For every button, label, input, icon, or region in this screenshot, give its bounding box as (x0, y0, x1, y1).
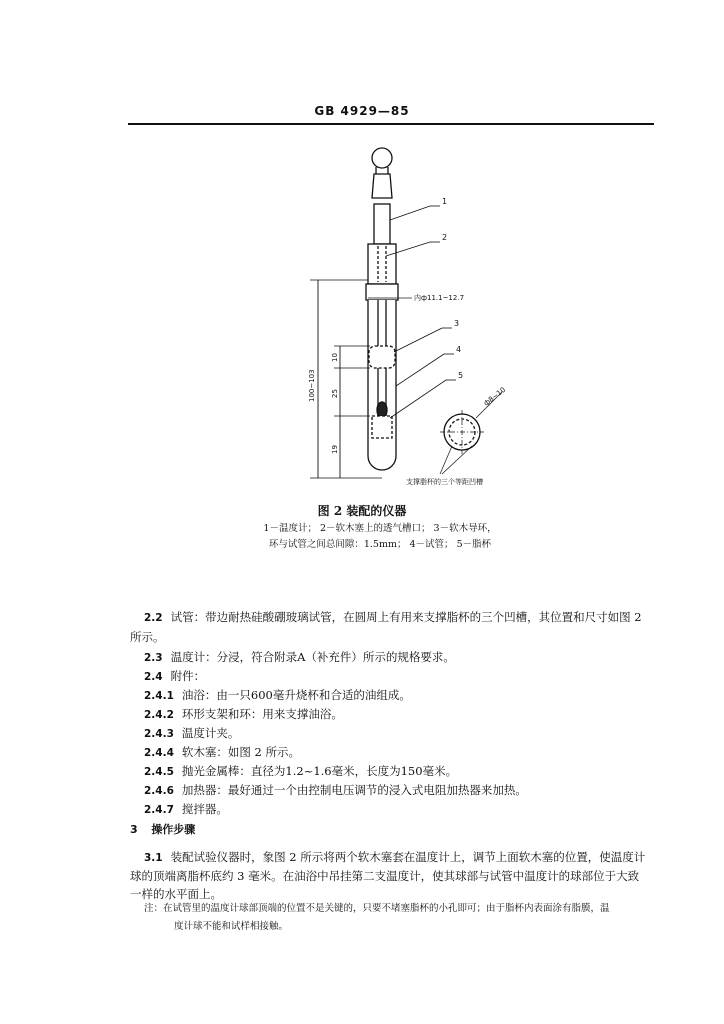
para-text: 搅拌器。 (181, 802, 228, 816)
section-title: 操作步骤 (151, 823, 196, 836)
para-line: 一样的水平面上。 (130, 887, 222, 901)
cork-guide-ring (369, 346, 395, 368)
para-cont: 所示。 (130, 630, 165, 644)
test-tube (368, 300, 396, 470)
figure-caption: 图 2 装配的仪器 (317, 504, 407, 518)
para-num: 2.4.6 (144, 785, 174, 797)
upper-cork (368, 244, 396, 284)
dim-25: 25 (331, 389, 339, 398)
para-num: 3.1 (144, 852, 163, 864)
dim-inner-diameter: 内ф11.1~12.7 (414, 294, 465, 302)
para-num: 2.4.2 (144, 709, 174, 721)
note-block (130, 900, 670, 936)
figure-legend-line1: 1－温度计； 2－软木塞上的透气槽口； 3－软木导环， (263, 523, 497, 534)
note-label: 注： (144, 903, 164, 914)
section-3-heading (130, 822, 670, 837)
para-text: 软木塞：如图 2 所示。 (181, 745, 301, 759)
para-num: 2.4.7 (144, 804, 174, 816)
label-1: 1 (442, 197, 448, 206)
para-num: 2.4.5 (144, 766, 174, 778)
para-num: 2.2 (144, 612, 163, 624)
thermometer-stem (374, 204, 390, 244)
page-header: GB 4929—85 (314, 104, 410, 118)
para-text: 试管：带边耐热硅酸硼玻璃试管，在圆周上有用来支撑脂杯的三个凹槽，其位置和尺寸如图 2 (170, 610, 642, 624)
para-text: 附件： (170, 669, 206, 683)
para-line: 球的顶端离脂杯底约 3 毫米。在油浴中吊挂第二支温度计，使其球部与试管中温度计的球部位于大致 (130, 869, 640, 883)
thermometer-top-bulb (372, 148, 392, 168)
dim-19: 19 (331, 445, 339, 454)
para-num: 2.4.4 (144, 747, 174, 759)
para-num: 2.4.1 (144, 690, 174, 702)
paragraph-2-2 (130, 610, 670, 645)
note-line: 度计球不能和试样相接触。 (174, 921, 289, 932)
para-text: 温度计：分浸，符合附录A（补充件）所示的规格要求。 (170, 650, 455, 664)
header-rule (128, 123, 654, 125)
label-5: 5 (458, 371, 464, 380)
note-line: 在试管里的温度计球部顶端的位置不是关键的，只要不堵塞脂杯的小孔即可；由于脂杯内表面涂有脂膜，温 (163, 903, 610, 914)
label-2: 2 (442, 233, 448, 242)
para-num: 2.4.3 (144, 728, 174, 740)
label-3: 3 (454, 319, 460, 328)
grease-cup (372, 416, 392, 438)
para-text: 加热器：最好通过一个由控制电压调节的浸入式电阻加热器来加热。 (181, 783, 527, 797)
label-4: 4 (456, 345, 462, 354)
tube-rim (366, 284, 398, 300)
para-text: 抛光金属棒：直径为1.2~1.6毫米，长度为150毫米。 (181, 764, 458, 778)
paragraph-3-1 (130, 850, 670, 902)
para-text: 温度计夹。 (181, 726, 240, 740)
dim-total-height: 100~103 (308, 369, 316, 402)
thermometer-expansion (372, 174, 392, 198)
para-text: 环形支架和环：用来支撑油浴。 (181, 707, 343, 721)
para-num: 2.3 (144, 652, 163, 664)
dim-10: 10 (331, 353, 339, 362)
para-text: 油浴：由一只600毫升烧杯和合适的油组成。 (181, 688, 411, 702)
apparatus-figure (290, 140, 550, 500)
para-num: 2.4 (144, 671, 163, 683)
figure-legend-line2: 环与试管之间总间隙：1.5mm； 4－试管； 5－脂杯 (268, 539, 492, 550)
paragraph-list (130, 650, 670, 821)
section-num: 3 (130, 823, 138, 836)
para-line: 装配试验仪器时，象图 2 所示将两个软木塞套在温度计上，调节上面软木塞的位置，使温度计 (170, 850, 646, 864)
dim-ring-diameter: ф8~10 (482, 385, 508, 408)
notch-note: 支撑脂杯的三个等距凹槽 (406, 478, 483, 486)
